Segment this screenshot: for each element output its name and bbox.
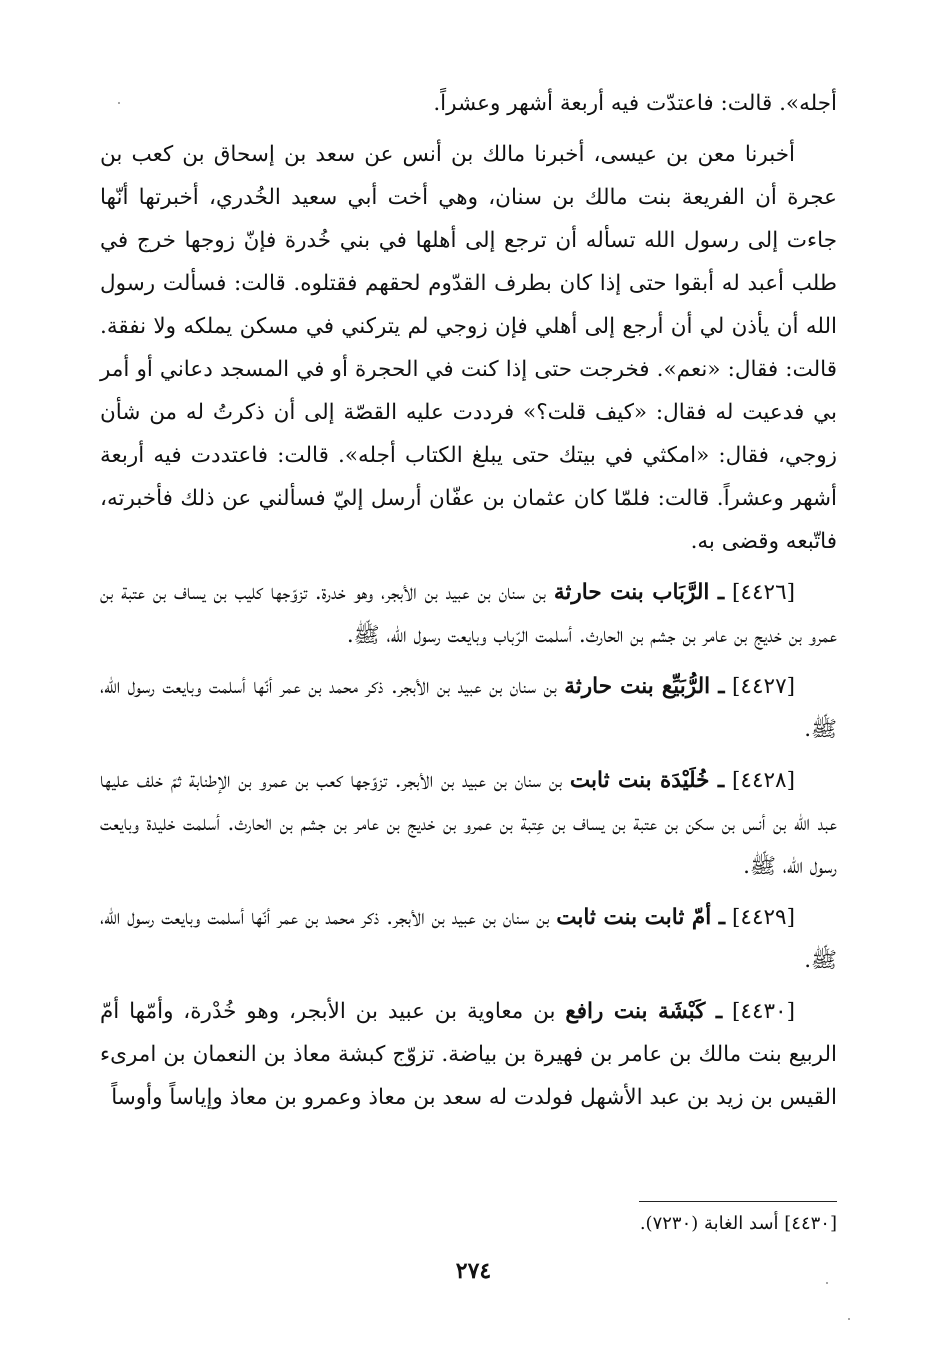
entry-text: بن سنان بن عبيد بن الأبجر. ذكر محمد بن عمر أنّها أسلمت وبايعت رسول الله، ﷺ. (100, 674, 837, 742)
entry-text: بن سنان بن عبيد بن الأبجر. ذكر محمد بن عمر أنّها أسلمت وبايعت رسول الله، ﷺ. (100, 905, 837, 973)
entry-name: ـ كَبْشَة بنت رافع (565, 999, 723, 1024)
entry-4427 (100, 665, 837, 751)
footnote-divider (639, 1201, 837, 1202)
main-text (100, 82, 837, 1127)
paragraph-continuation: أجله». قالت: فاعتدّت فيه أربعة أشهر وعشراً. (433, 91, 837, 116)
entry-name: ـ خُلَيْدَة بنت ثابت (569, 768, 725, 793)
entry-4428 (100, 759, 837, 888)
entry-number: [٤٤٣٠] (732, 999, 795, 1024)
paragraph-hadith: أخبرنا معن بن عيسى، أخبرنا مالك بن أنس عن سعد بن إسحاق بن كعب بن عجرة أن الفريعة بنت مالك بن سنان، وهي أخت أبي سعيد الخُدري، أخبرتها أنّها جاءت إلى رسول الله تسأله أن ترجع إلى أهلها في بني خُدرة فإنّ زوجها خرج في طلب أعبد له أبقوا حتى إذا كان بطرف القدّوم لحقهم فقتلوه. قالت: فسألت رسول الله أن يأذن لي أن أرجع إلى أهلي فإن زوجي لم يتركني في مسكن يملكه ولا نفقة. قالت: فقال: «نعم». فخرجت حتى إذا كنت في الحجرة أو في المسجد دعاني أو أمر بي فدعيت له فقال: «كيف قلت؟» فرددت عليه القصّة إلى أن ذكرتُ له من شأن زوجي، فقال: «امكثي في بيتك حتى يبلغ الكتاب أجله». قالت: فاعتددت فيه أربعة أشهر وعشراً. قالت: فلمّا كان عثمان بن عفّان أرسل إليّ فسألني عن ذلك فأخبرته، فاتّبعه وقضى به. (100, 142, 837, 554)
footnote: [٤٤٣٠] أسد الغابة (٧٢٣٠). (639, 1213, 837, 1234)
entry-4430 (100, 990, 837, 1119)
entry-4429 (100, 896, 837, 982)
entry-number: [٤٤٢٧] (732, 674, 796, 699)
entry-text: بن سنان بن عبيد بن الأبجر، وهو خدرة. تزوّجها كليب بن يساف بن عتبة بن عمرو بن خديج بن عامر بن جشم بن الحارث. أسلمت الرّباب وبايعت رسول الله، ﷺ. (100, 580, 837, 648)
entry-name: ـ أمّ ثابت بنت ثابت (556, 905, 726, 930)
page-number: ٢٧٤ (455, 1258, 492, 1284)
entry-text: بن معاوية بن عبيد بن الأبجر، وهو خُدْرة، وأمّها أمّ الربيع بنت مالك بن عامر بن فهيرة بن بياضة. تزوّج كبشة معاذ بن النعمان بن امرىء القيس بن زيد بن عبد الأشهل فولدت له سعد بن معاذ وعمرو بن معاذ وإياساً وأوساً (100, 999, 837, 1110)
scan-speck (848, 1318, 850, 1320)
scan-speck (118, 102, 120, 104)
entry-4426 (100, 571, 837, 657)
entry-number: [٤٤٢٨] (732, 768, 795, 793)
entry-text: بن سنان بن عبيد بن الأبجر. تزوّجها كعب بن عمرو بن الإطنابة ثمّ خلف عليها عبد الله بن أنس بن سكن بن عتبة بن يساف بن عِتبة بن عمرو بن خديج بن عامر بن جشم بن الحارث. أسلمت خليدة وبايعت رسول الله، ﷺ. (100, 768, 837, 879)
scan-speck (826, 1282, 828, 1284)
entry-number: [٤٤٢٩] (732, 905, 795, 930)
entry-name: ـ الرُّبَيِّع بنت حارثة (564, 674, 725, 699)
entry-name: ـ الرَّبَاب بنت حارثة (553, 580, 725, 605)
entry-number: [٤٤٢٦] (732, 580, 796, 605)
